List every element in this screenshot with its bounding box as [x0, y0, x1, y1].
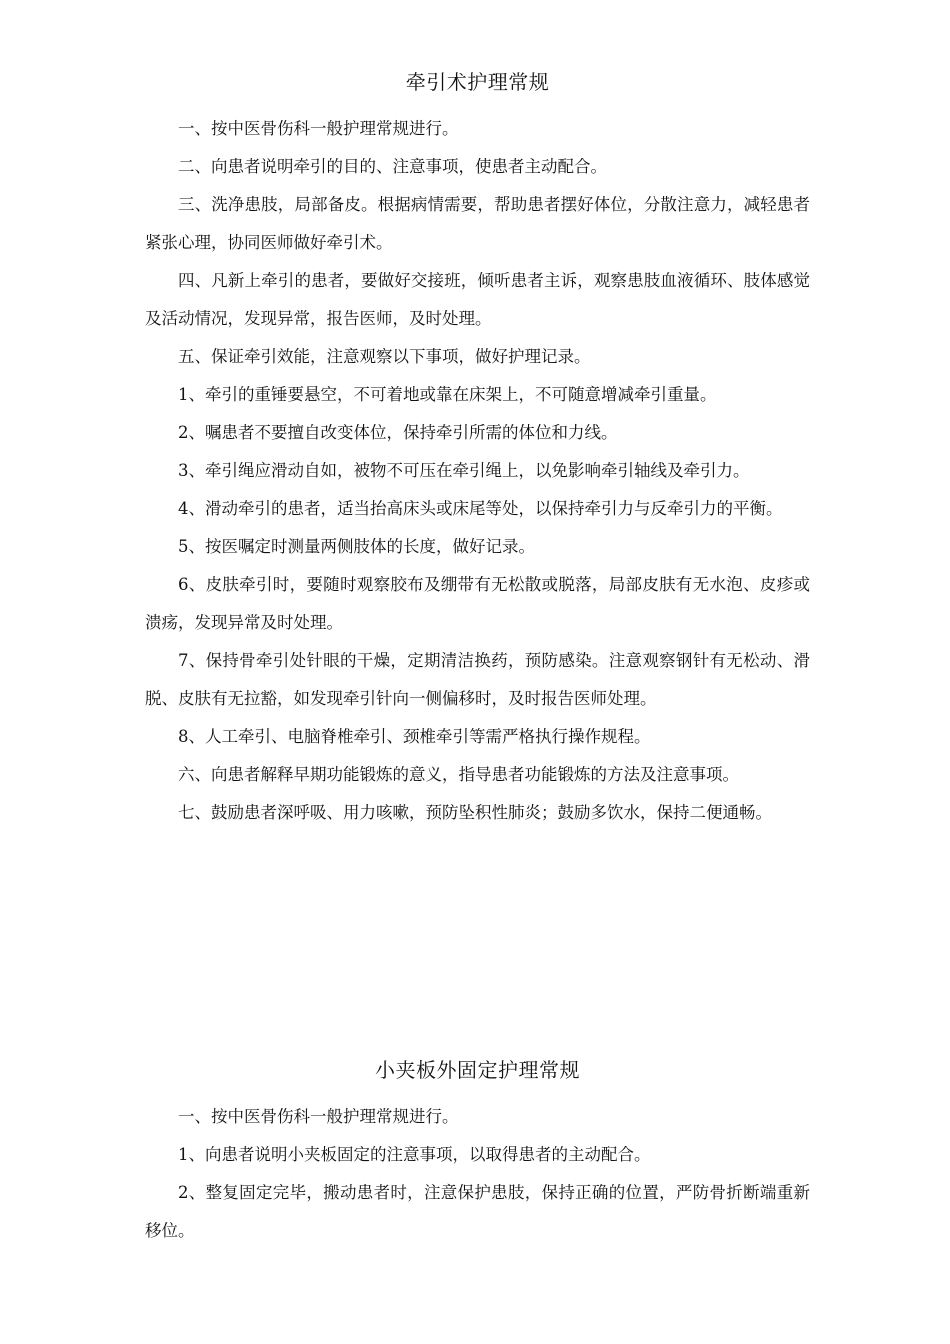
paragraph: 六、向患者解释早期功能锻炼的意义，指导患者功能锻炼的方法及注意事项。	[178, 765, 739, 784]
paragraph: 一、按中医骨伤科一般护理常规进行。	[178, 119, 459, 138]
paragraph: 二、向患者说明牵引的目的、注意事项，使患者主动配合。	[178, 157, 607, 176]
splint-care-section	[145, 1052, 810, 1250]
paragraph: 3、牵引绳应滑动自如，被物不可压在牵引绳上，以免影响牵引轴线及牵引力。	[178, 461, 750, 480]
paragraph: 1、向患者说明小夹板固定的注意事项，以取得患者的主动配合。	[178, 1145, 651, 1164]
paragraph: 1、牵引的重锤要悬空，不可着地或靠在床架上，不可随意增减牵引重量。	[178, 385, 717, 404]
paragraph: 七、鼓励患者深呼吸、用力咳嗽，预防坠积性肺炎；鼓励多饮水，保持二便通畅。	[178, 803, 772, 822]
paragraph: 2、嘱患者不要擅自改变体位，保持牵引所需的体位和力线。	[178, 423, 618, 442]
paragraph: 一、按中医骨伤科一般护理常规进行。	[178, 1107, 459, 1126]
paragraph: 三、洗净患肢，局部备皮。根据病情需要，帮助患者摆好体位，分散注意力，减轻患者紧张心理，协同医师做好牵引术。	[145, 195, 810, 252]
paragraph: 6、皮肤牵引时，要随时观察胶布及绷带有无松散或脱落，局部皮肤有无水泡、皮疹或溃疡，发现异常及时处理。	[145, 575, 810, 632]
section-title: 小夹板外固定护理常规	[375, 1058, 580, 1082]
paragraph: 四、凡新上牵引的患者，要做好交接班，倾听患者主诉，观察患肢血液循环、肢体感觉及活动情况，发现异常，报告医师，及时处理。	[145, 271, 810, 328]
paragraph: 8、人工牵引、电脑脊椎牵引、颈椎牵引等需严格执行操作规程。	[178, 727, 651, 746]
paragraph: 7、保持骨牵引处针眼的干燥，定期清洁换药，预防感染。注意观察钢针有无松动、滑脱、皮肤有无拉豁，如发现牵引针向一侧偏移时，及时报告医师处理。	[145, 651, 810, 708]
paragraph: 五、保证牵引效能，注意观察以下事项，做好护理记录。	[178, 347, 591, 366]
paragraph: 4、滑动牵引的患者，适当抬高床头或床尾等处，以保持牵引力与反牵引力的平衡。	[178, 499, 783, 518]
paragraph: 2、整复固定完毕，搬动患者时，注意保护患肢，保持正确的位置，严防骨折断端重新移位。	[145, 1183, 810, 1240]
paragraph: 5、按医嘱定时测量两侧肢体的长度，做好记录。	[178, 537, 535, 556]
traction-care-section	[145, 64, 810, 832]
section-title: 牵引术护理常规	[405, 70, 550, 94]
